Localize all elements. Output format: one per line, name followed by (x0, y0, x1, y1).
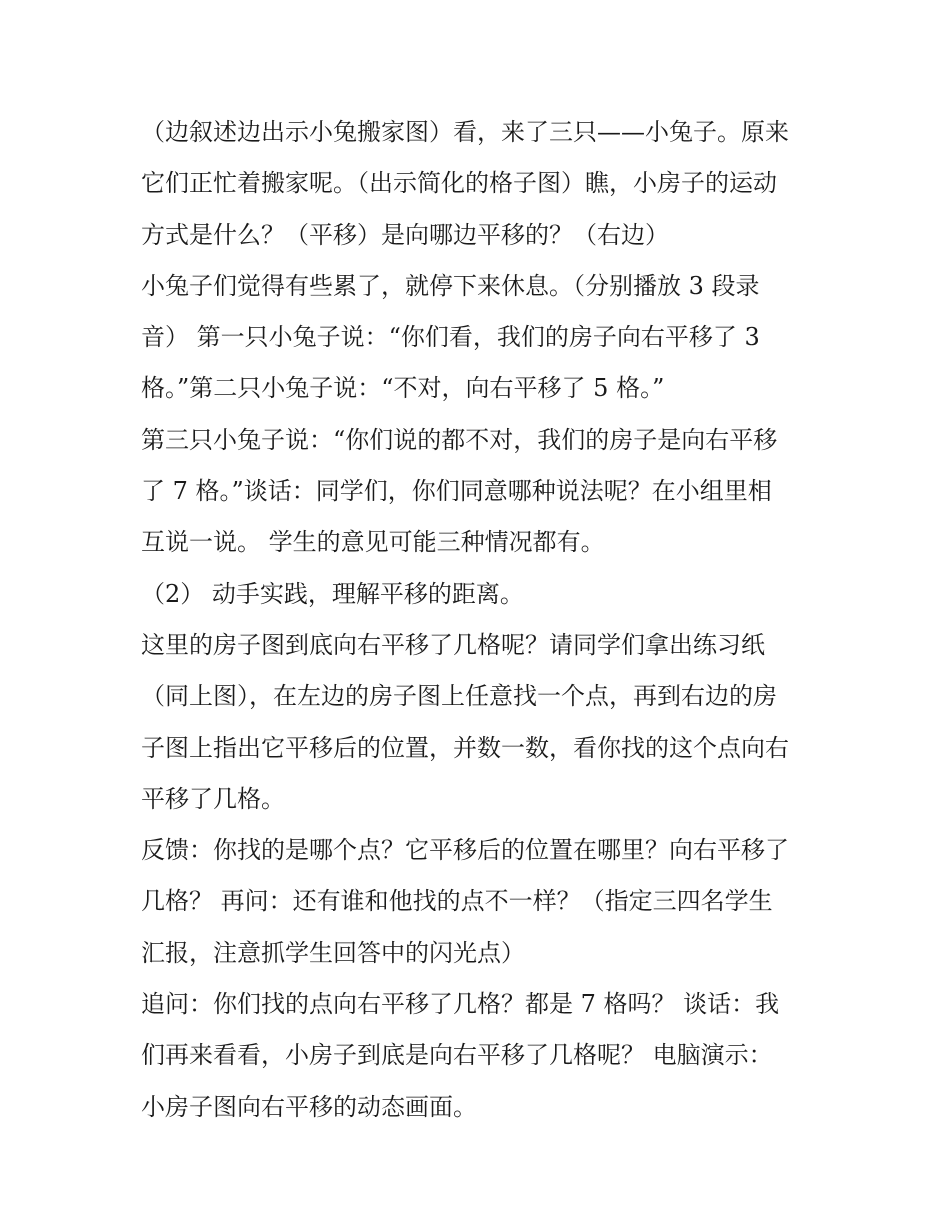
text-line: 追问：你们找的点向右平移了几格？都是 7 格吗？ 谈话：我 (141, 990, 780, 1019)
text-line: 互说一说。 学生的意见可能三种情况都有。 (141, 528, 605, 557)
text-line: 几格？ 再问：还有谁和他找的点不一样？（指定三四名学生 (141, 887, 773, 916)
text-line: 这里的房子图到底向右平移了几格呢？请同学们拿出练习纸 (141, 630, 765, 659)
text-line: 音） 第一只小兔子说：“你们看，我们的房子向右平移了 3 (141, 323, 760, 352)
text-line: 子图上指出它平移后的位置，并数一数，看你找的这个点向右 (141, 733, 789, 762)
body-text (141, 107, 821, 1133)
text-line: 第三只小兔子说：“你们说的都不对，我们的房子是向右平移 (141, 425, 778, 454)
text-line: 了 7 格。”谈话：同学们，你们同意哪种说法呢？在小组里相 (141, 477, 772, 506)
text-line: （同上图），在左边的房子图上任意找一个点，再到右边的房 (141, 682, 777, 711)
text-line: 反馈：你找的是哪个点？它平移后的位置在哪里？向右平移了 (141, 836, 789, 865)
text-line: 它们正忙着搬家呢。（出示简化的格子图）瞧，小房子的运动 (141, 169, 777, 198)
text-line: 平移了几格。 (141, 784, 285, 813)
text-line: 格。”第二只小兔子说：“不对，向右平移了 5 格。” (141, 374, 665, 403)
text-line: 方式是什么？（平移）是向哪边平移的？（右边） (141, 220, 669, 249)
section-heading: （2） 动手实践，理解平移的距离。 (141, 579, 524, 608)
text-line: （边叙述边出示小兔搬家图）看，来了三只——小兔子。原来 (141, 118, 789, 146)
text-line: 们再来看看，小房子到底是向右平移了几格呢？ 电脑演示： (141, 1041, 773, 1070)
text-line: 汇报，注意抓学生回答中的闪光点） (141, 938, 525, 967)
text-line: 小兔子们觉得有些累了，就停下来休息。（分别播放 3 段录 (141, 271, 760, 300)
text-line: 小房子图向右平移的动态画面。 (141, 1092, 477, 1121)
